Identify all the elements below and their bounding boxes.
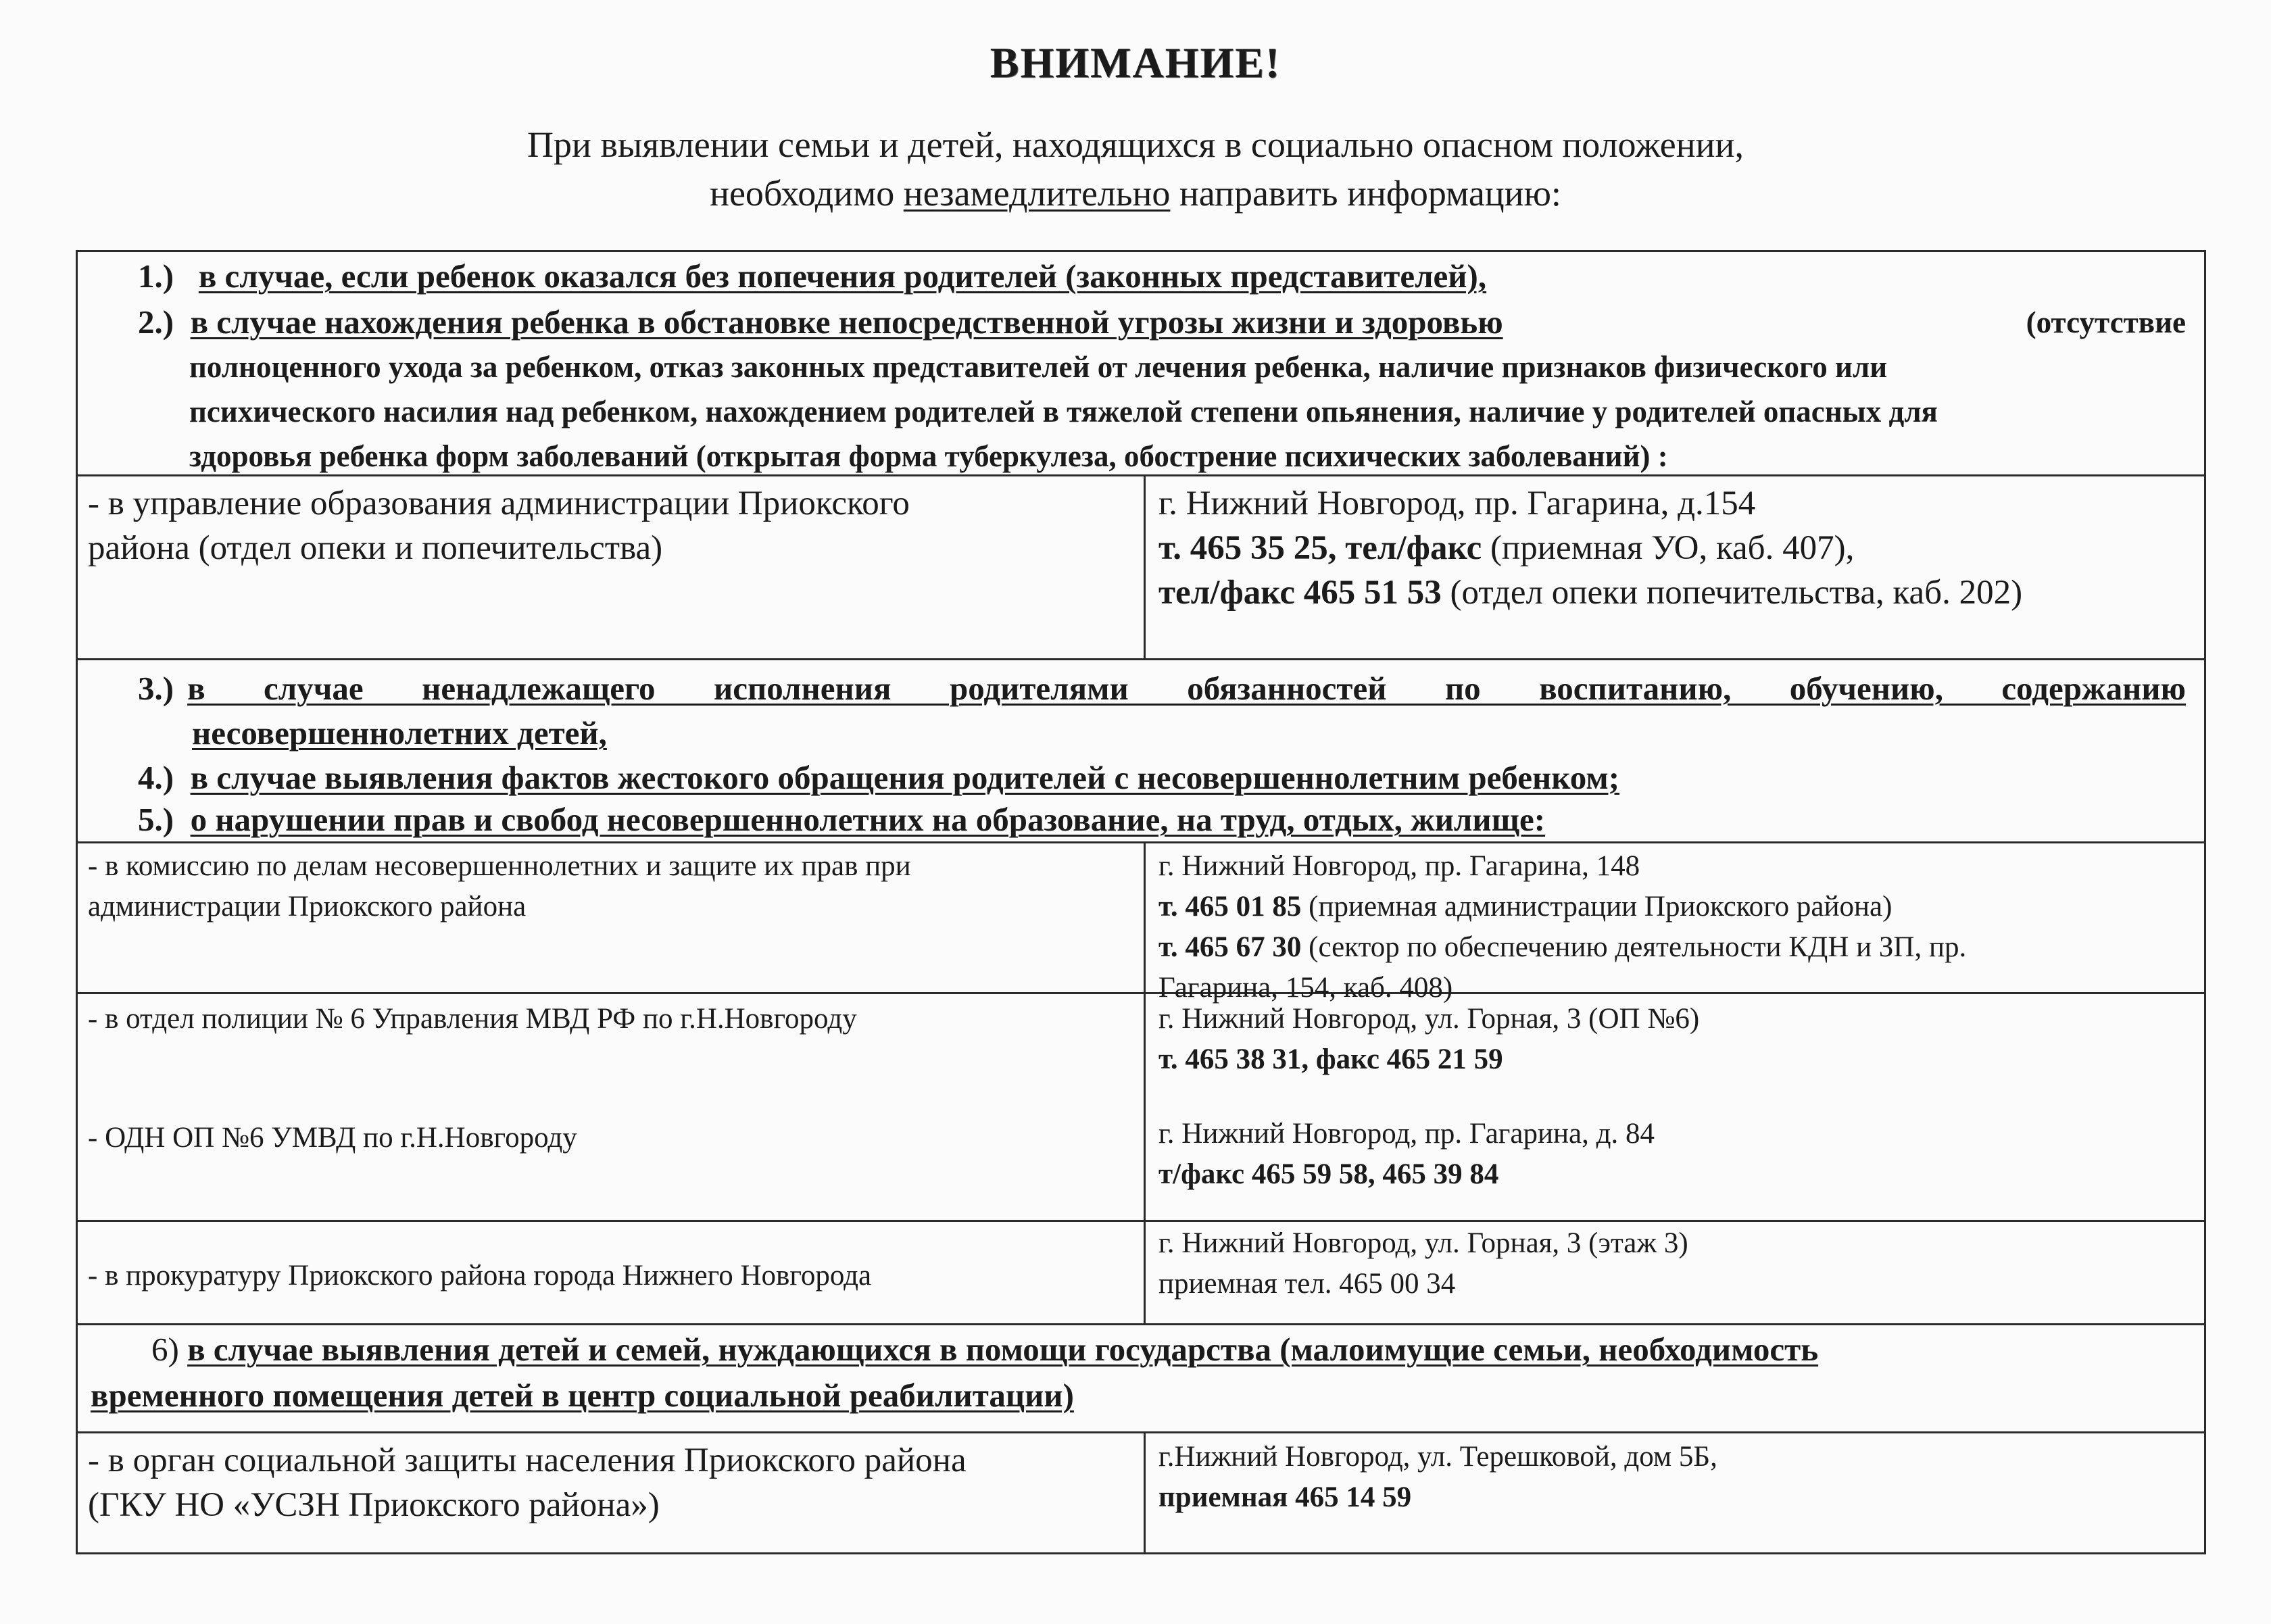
address: г.Нижний Новгород, ул. Терешковой, дом 5Б, xyxy=(1158,1441,1717,1473)
case-1-number: 1.) xyxy=(138,257,174,295)
phone-note: (сектор по обеспечению деятельности КДН и ЗП, пр. xyxy=(1301,931,1967,963)
contacts-kdn xyxy=(1158,846,2199,1008)
case-2-colon: : xyxy=(1657,439,1668,473)
contacts-police xyxy=(1158,999,2199,1080)
phone-number: т. 465 38 31, факс 465 21 59 xyxy=(1158,1043,1503,1075)
recipient-name-line-1: - в управление образования администрации Приокского xyxy=(88,485,910,522)
case-6-number: 6) xyxy=(151,1331,179,1368)
case-4-text: в случае выявления фактов жестокого обращения родителей с несовершеннолетним ребенком; xyxy=(190,759,1620,796)
phone-note: (приемная УО, каб. 407), xyxy=(1482,529,1855,567)
intro-text xyxy=(0,120,2271,218)
phone-number: т/факс 465 59 58, 465 39 84 xyxy=(1158,1158,1499,1190)
recipient-education-dept xyxy=(88,481,1129,570)
recipient-name-line-1: - в орган социальной защиты населения Приокского района xyxy=(88,1442,967,1479)
table-divider xyxy=(76,1220,2206,1222)
recipient-name-line-2: администрации Приокского района xyxy=(88,891,527,922)
address: г. Нижний Новгород, пр. Гагарина, д.154 xyxy=(1158,485,1756,522)
recipient-name: - в отдел полиции № 6 Управления МВД РФ по г.Н.Новгороду xyxy=(88,1003,857,1035)
case-3-text-line-1: в случае ненадлежащего исполнения родителями обязанностей по воспитанию, обучению, содержанию xyxy=(187,670,2186,707)
address: г. Нижний Новгород, пр. Гагарина, д. 84 xyxy=(1158,1118,1655,1150)
phone-number: т. 465 01 85 xyxy=(1158,891,1302,922)
phone-line xyxy=(1158,570,2199,615)
table-divider xyxy=(76,1323,2206,1325)
recipient-name: - в прокуратуру Приокского района города Нижнего Новгорода xyxy=(88,1260,872,1291)
case-6-text-line-1: в случае выявления детей и семей, нуждающихся в помощи государства (малоимущие семьи, необходимость xyxy=(187,1331,1819,1368)
recipient-odn xyxy=(88,1118,1132,1158)
intro-emphasis: незамедлительно xyxy=(903,173,1171,214)
phone-line xyxy=(1158,526,2199,570)
contacts-education-dept xyxy=(1158,481,2199,615)
case-5-text: о нарушении прав и свобод несовершеннолетних на образование, на труд, отдых, жилище: xyxy=(190,801,1546,838)
recipient-police xyxy=(88,999,1132,1039)
phone-number: тел/факс 465 51 53 xyxy=(1158,574,1442,612)
case-5 xyxy=(138,797,2186,842)
phone-number: приемная тел. 465 00 34 xyxy=(1158,1268,1456,1300)
case-2-detail-line-4: здоровья ребенка форм заболеваний (открытая форма туберкулеза, обострение психических заболеваний) xyxy=(189,439,1651,473)
phone-line xyxy=(1158,1477,2199,1518)
case-2 xyxy=(138,300,2186,345)
address: г. Нижний Новгород, ул. Горная, 3 (ОП №6) xyxy=(1158,1003,1700,1035)
case-2-detail-line-3: психического насилия над ребенком, нахождением родителей в тяжелой степени опьянения, наличие у родителей опасных для xyxy=(189,395,1938,428)
column-divider xyxy=(1144,841,1146,1323)
case-3 xyxy=(138,666,2186,711)
phone-note-continued: Гагарина, 154, каб. 408) xyxy=(1158,972,1453,1004)
case-6 xyxy=(151,1327,2186,1372)
case-4 xyxy=(138,756,2186,800)
recipient-social-protection xyxy=(88,1438,1132,1527)
intro-line-2 xyxy=(0,169,2271,218)
intro-line-1: При выявлении семьи и детей, находящихся в социально опасном положении, xyxy=(527,124,1744,165)
intro-line-2-start: необходимо xyxy=(710,173,904,214)
recipient-name-line-1: - в комиссию по делам несовершеннолетних и защите их прав при xyxy=(88,850,911,882)
contacts-odn xyxy=(1158,1114,2199,1195)
case-2-detail-line-2: полноценного ухода за ребенком, отказ законных представителей от лечения ребенка, наличие признаков физического или xyxy=(189,350,1888,384)
case-6-cont xyxy=(91,1373,2186,1418)
case-5-number: 5.) xyxy=(138,801,174,838)
address: г. Нижний Новгород, пр. Гагарина, 148 xyxy=(1158,850,1640,882)
phone-note: (отдел опеки попечительства, каб. 202) xyxy=(1441,574,2023,612)
recipient-name: - ОДН ОП №6 УМВД по г.Н.Новгороду xyxy=(88,1122,577,1154)
case-2-text: в случае нахождения ребенка в обстановке непосредственной угрозы жизни и здоровью xyxy=(190,303,1503,341)
recipient-prosecutor xyxy=(88,1256,1132,1296)
case-6-text-line-2: временного помещения детей в центр социальной реабилитации) xyxy=(91,1377,1074,1414)
phone-line xyxy=(1158,887,2199,927)
page-title: ВНИМАНИЕ! xyxy=(990,39,1281,87)
case-2-detail-start: (отсутствие xyxy=(2026,305,2186,339)
contacts-social-protection xyxy=(1158,1437,2199,1518)
phone-line xyxy=(1158,927,2199,968)
address: г. Нижний Новгород, ул. Горная, 3 (этаж 3) xyxy=(1158,1227,1688,1259)
intro-line-2-end: направить информацию: xyxy=(1170,173,1561,214)
case-2-number: 2.) xyxy=(138,303,174,341)
contacts-prosecutor xyxy=(1158,1223,2199,1304)
column-divider xyxy=(1144,1431,1146,1554)
phone-number: т. 465 35 25, тел/факс xyxy=(1158,529,1482,567)
table-divider xyxy=(76,658,2206,660)
phone-number: 465 14 59 xyxy=(1295,1481,1412,1513)
case-1-text: в случае, если ребенок оказался без попечения родителей (законных представителей), xyxy=(198,257,1487,295)
recipient-name-line-2: района (отдел опеки и попечительства) xyxy=(88,529,663,567)
recipient-kdn xyxy=(88,846,1132,927)
case-3-number: 3.) xyxy=(138,670,174,707)
case-2-details xyxy=(189,345,2186,478)
phone-label: приемная xyxy=(1158,1481,1296,1513)
case-3-cont xyxy=(192,711,2186,756)
column-divider xyxy=(1144,474,1146,658)
recipient-name-line-2: (ГКУ НО «УСЗН Приокского района») xyxy=(88,1486,660,1524)
case-1 xyxy=(138,254,2186,299)
phone-number: т. 465 67 30 xyxy=(1158,931,1302,963)
case-4-number: 4.) xyxy=(138,759,174,796)
phone-note: (приемная администрации Приокского района) xyxy=(1301,891,1893,922)
table-divider xyxy=(76,1431,2206,1433)
case-3-text-line-2: несовершеннолетних детей, xyxy=(192,714,607,752)
